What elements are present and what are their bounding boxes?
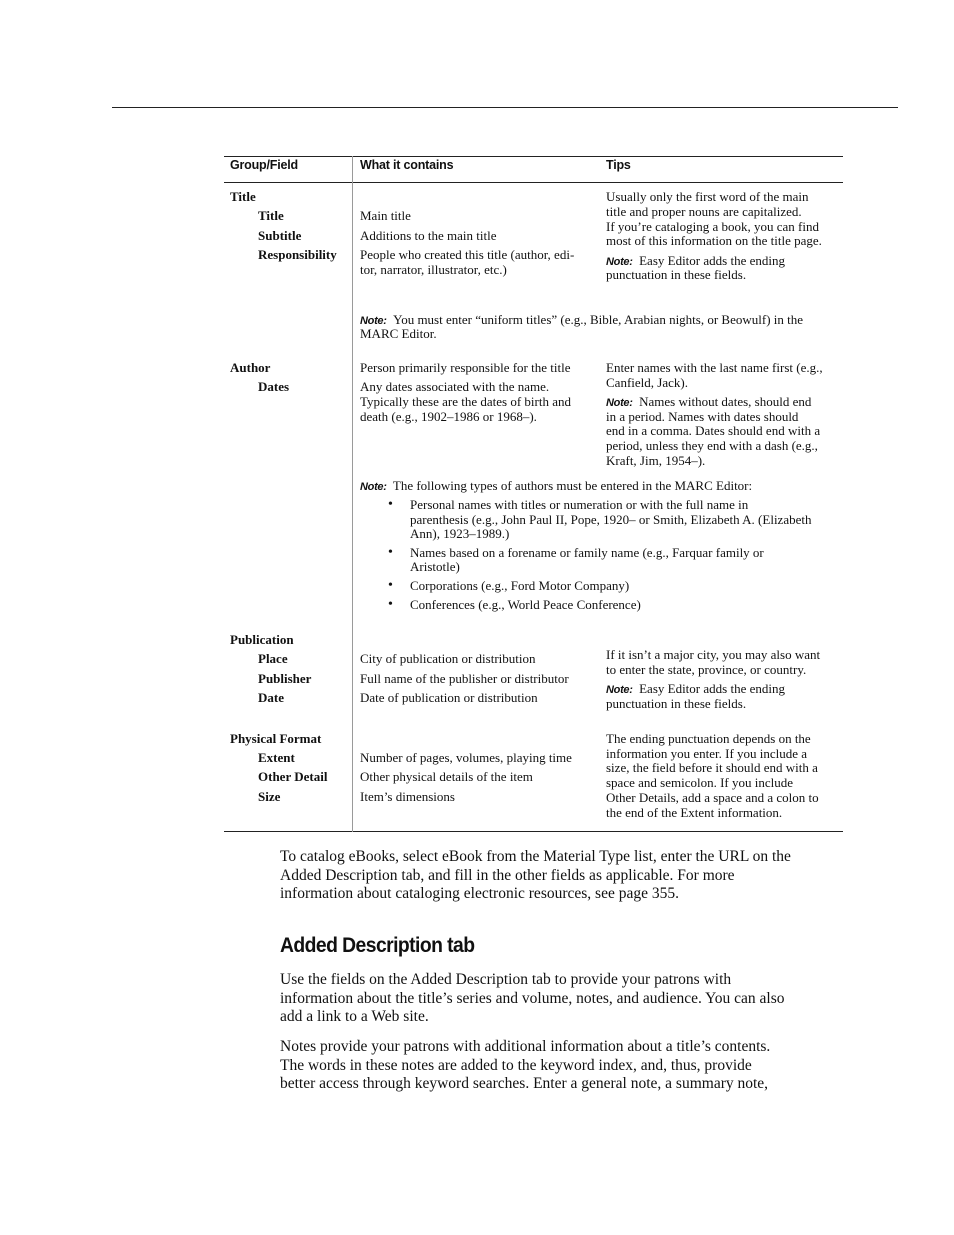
field-label: Date [258, 690, 284, 705]
field-label: Other Detail [258, 769, 328, 784]
table-bottom-rule [224, 831, 843, 832]
tip-text: size, the field before it should end with a [606, 760, 818, 775]
column-divider [352, 156, 353, 832]
field-description: tor, narrator, illustrator, etc.) [360, 262, 507, 277]
tip-text: space and semicolon. If you include [606, 775, 793, 790]
tip-text: punctuation in these fields. [606, 267, 747, 282]
tip-text: information you enter. If you include a [606, 746, 808, 761]
field-description: Typically these are the dates of birth and [360, 394, 571, 409]
field-description: Number of pages, volumes, playing time [360, 750, 572, 765]
bullet-text: Ann), 1923–1989.) [410, 526, 510, 541]
group-label: Author [230, 360, 271, 375]
paragraph-line: To catalog eBooks, select eBook from the Material Type list, enter the URL on the [280, 848, 791, 865]
bullet-text: Corporations (e.g., Ford Motor Company) [410, 578, 630, 593]
note-label: Note: [606, 256, 633, 268]
tip-text: If you’re cataloging a book, you can find [606, 219, 819, 234]
paragraph-line: better access through keyword searches. Enter a general note, a summary note, [280, 1075, 769, 1092]
added-description-paragraph [280, 971, 844, 1027]
field-description: Person primarily responsible for the title [360, 360, 571, 375]
tip-text: the end of the Extent information. [606, 805, 783, 820]
bullet-text: parenthesis (e.g., John Paul II, Pope, 1920– or Smith, Elizabeth A. (Elizabeth [410, 512, 812, 527]
field-description: Additions to the main title [360, 228, 497, 243]
tip-text: Enter names with the last name first (e.g., [606, 360, 823, 375]
field-label: Dates [258, 379, 290, 394]
bullet-icon: • [388, 545, 393, 560]
tip-text: title and proper nouns are capitalized. [606, 204, 802, 219]
page-header-rule [112, 107, 898, 108]
field-description: Other physical details of the item [360, 769, 533, 784]
field-label: Publisher [258, 671, 312, 686]
tip-text: Other Details, add a space and a colon to [606, 790, 819, 805]
field-description: Any dates associated with the name. [360, 379, 550, 394]
header-what-it-contains: What it contains [360, 158, 454, 172]
field-description: Date of publication or distribution [360, 690, 538, 705]
group-label: Physical Format [230, 731, 322, 746]
note-label: Note: [360, 315, 387, 327]
tip-text: Kraft, Jim, 1954–). [606, 453, 706, 468]
note-label: Note: [606, 397, 633, 409]
table-top-rule [224, 156, 843, 157]
table-header-rule [224, 182, 843, 183]
field-label: Size [258, 789, 281, 804]
paragraph-line: Added Description tab, and fill in the other fields as applicable. For more [280, 866, 735, 884]
note-text: You must enter “uniform titles” (e.g., Bible, Arabian nights, or Beowulf) in the [393, 312, 804, 327]
header-group-field: Group/Field [230, 158, 298, 172]
field-label: Responsibility [258, 247, 337, 262]
bullet-icon: • [388, 597, 393, 612]
group-label: Publication [230, 632, 294, 647]
notes-paragraph [280, 1038, 844, 1094]
field-label: Subtitle [258, 228, 302, 243]
bullet-icon: • [388, 497, 393, 512]
paragraph-line: information about cataloging electronic resources, see page 355. [280, 885, 679, 902]
field-description: Item’s dimensions [360, 789, 455, 804]
bullet-text: Names based on a forename or family name (e.g., Farquar family or [410, 545, 764, 560]
field-description: death (e.g., 1902–1986 or 1968–). [360, 409, 537, 424]
tip-text: The ending punctuation depends on the [606, 731, 811, 746]
bullet-text: Conferences (e.g., World Peace Conference) [410, 597, 641, 612]
bullet-text: Personal names with titles or numeration or with the full name in [410, 497, 749, 512]
field-description: People who created this title (author, edi- [360, 247, 575, 262]
paragraph-line: information about the title’s series and volume, notes, and audience. You can also [280, 989, 785, 1007]
field-description: City of publication or distribution [360, 651, 536, 666]
section-heading: Added Description tab [280, 934, 475, 957]
bullet-text: Aristotle) [410, 559, 460, 574]
tip-text: period, unless they end with a dash (e.g., [606, 438, 818, 453]
tip-text: If it isn’t a major city, you may also want [606, 647, 821, 662]
paragraph-line: Use the fields on the Added Description tab to provide your patrons with [280, 971, 732, 988]
tip-text: punctuation in these fields. [606, 696, 747, 711]
note-text: The following types of authors must be entered in the MARC Editor: [392, 478, 753, 493]
tip-text: Usually only the first word of the main [606, 189, 809, 204]
note-text: Easy Editor adds the ending [639, 253, 785, 268]
ebook-paragraph [280, 848, 844, 904]
paragraph-line: The words in these notes are added to the keyword index, and, thus, provide [280, 1056, 752, 1074]
field-label: Extent [258, 750, 295, 765]
paragraph-line: add a link to a Web site. [280, 1008, 429, 1025]
row-note [360, 478, 752, 495]
paragraph-line: Notes provide your patrons with additional information about a title’s contents. [280, 1038, 771, 1055]
tip-text: to enter the state, province, or country. [606, 662, 807, 677]
note-text: Names without dates, should end [639, 394, 812, 409]
field-label: Title [258, 208, 284, 223]
field-description: Full name of the publisher or distributor [360, 671, 569, 686]
field-description: Main title [360, 208, 411, 223]
field-label: Place [258, 651, 288, 666]
group-label: Title [230, 189, 256, 204]
tip-text: most of this information on the title page. [606, 233, 822, 248]
tip-text: Canfield, Jack). [606, 375, 688, 390]
tip-text: in a period. Names with dates should [606, 409, 799, 424]
bullet-icon: • [388, 578, 393, 593]
header-tips: Tips [606, 158, 631, 172]
note-text: Easy Editor adds the ending [639, 681, 785, 696]
row-note-text: MARC Editor. [360, 326, 437, 341]
tip-text: end in a comma. Dates should end with a [606, 423, 821, 438]
note-label: Note: [606, 684, 633, 696]
note-label: Note: [360, 481, 387, 493]
